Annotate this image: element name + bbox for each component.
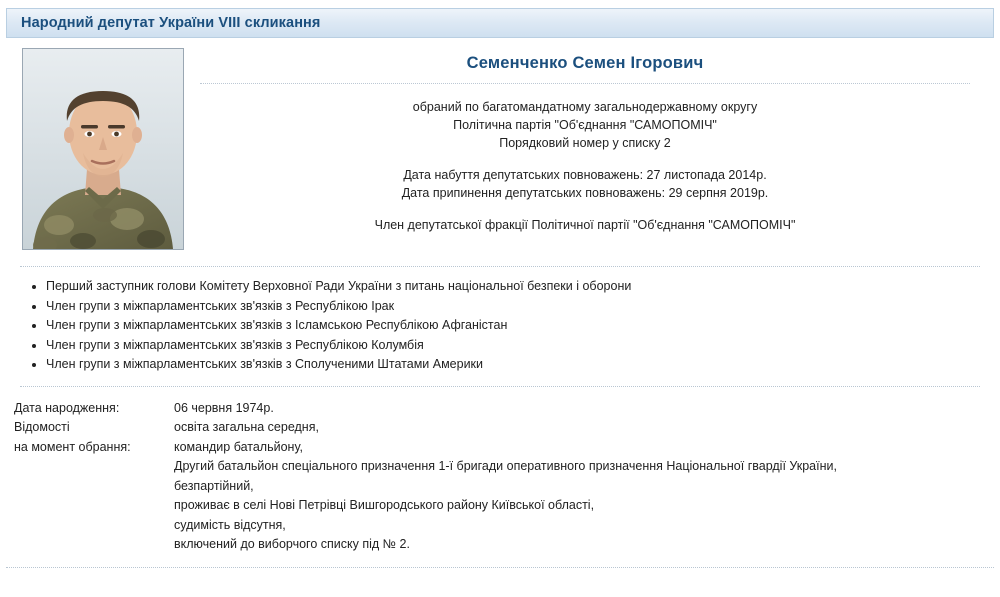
faction-info-block xyxy=(200,216,970,234)
deputy-profile-page xyxy=(0,8,1000,568)
bio-value-line: проживає в селі Нові Петрівці Вишгородського району Київської області, xyxy=(174,498,595,512)
positions-list xyxy=(20,277,980,374)
bio-value-line: включений до виборчого списку під № 2. xyxy=(174,537,410,551)
mandate-start-line: Дата набуття депутатських повноважень: 27 листопада 2014р. xyxy=(403,168,767,182)
list-item: • Член групи з міжпарламентських зв'язків з Сполученими Штатами Америки xyxy=(46,355,980,374)
birth-date-label: Дата народження: xyxy=(14,400,120,415)
info-spacer xyxy=(200,202,970,216)
info-spacer xyxy=(200,152,970,166)
election-info-block xyxy=(200,98,970,152)
deputy-photo xyxy=(22,48,184,250)
deputy-name: Семенченко Семен Ігорович xyxy=(466,54,704,72)
bio-value-line: Другий батальйон спеціального призначення 1-ї бригади оперативного призначення Національної гвардії України, xyxy=(174,459,837,473)
birth-date-value: 06 червня 1974р. xyxy=(174,400,274,415)
table-row xyxy=(8,399,980,419)
mandate-info-block xyxy=(200,166,970,202)
election-info-line: обраний по багатомандатному загальнодержавному округу xyxy=(412,100,758,114)
profile-top-section xyxy=(0,38,1000,250)
positions-section xyxy=(0,266,1000,387)
profile-info-column xyxy=(200,48,1000,250)
list-item: • Перший заступник голови Комітету Верховної Ради України з питань національної безпеки і оборони xyxy=(46,277,980,296)
bio-value-line: командир батальйону, xyxy=(174,439,303,454)
page-title: Народний депутат України VIII скликання xyxy=(21,15,321,31)
bio-label-line2: на момент обрання: xyxy=(14,439,131,454)
details-bottom-divider xyxy=(6,567,994,568)
positions-top-divider xyxy=(20,266,980,267)
bio-label-line1: Відомості xyxy=(14,420,70,434)
bio-value-line: освіта загальна середня, xyxy=(174,420,319,434)
table-row xyxy=(8,418,980,555)
list-item: • Член групи з міжпарламентських зв'язків з Республікою Колумбія xyxy=(46,336,980,355)
bio-value-line: безпартійний, xyxy=(174,478,254,493)
name-divider xyxy=(200,83,970,84)
bio-label xyxy=(8,418,174,555)
bio-value-line: судимість відсутня, xyxy=(174,517,286,532)
details-table xyxy=(8,399,980,555)
faction-line: Член депутатської фракції Політичної партії "Об'єднання "САМОПОМІЧ" xyxy=(374,218,796,232)
page-header-bar xyxy=(6,8,994,38)
portrait-illustration xyxy=(23,49,183,249)
election-info-line: Політична партія "Об'єднання "САМОПОМІЧ" xyxy=(453,118,717,132)
list-item: • Член групи з міжпарламентських зв'язків з Республікою Ірак xyxy=(46,297,980,316)
mandate-end-line: Дата припинення депутатських повноважень: 29 серпня 2019р. xyxy=(401,186,769,200)
bio-value xyxy=(174,418,980,555)
photo-column xyxy=(0,48,200,250)
details-section xyxy=(0,387,1000,555)
election-info-line: Порядковий номер у списку 2 xyxy=(499,136,671,150)
list-item: • Член групи з міжпарламентських зв'язків з Ісламською Республікою Афганістан xyxy=(46,316,980,335)
